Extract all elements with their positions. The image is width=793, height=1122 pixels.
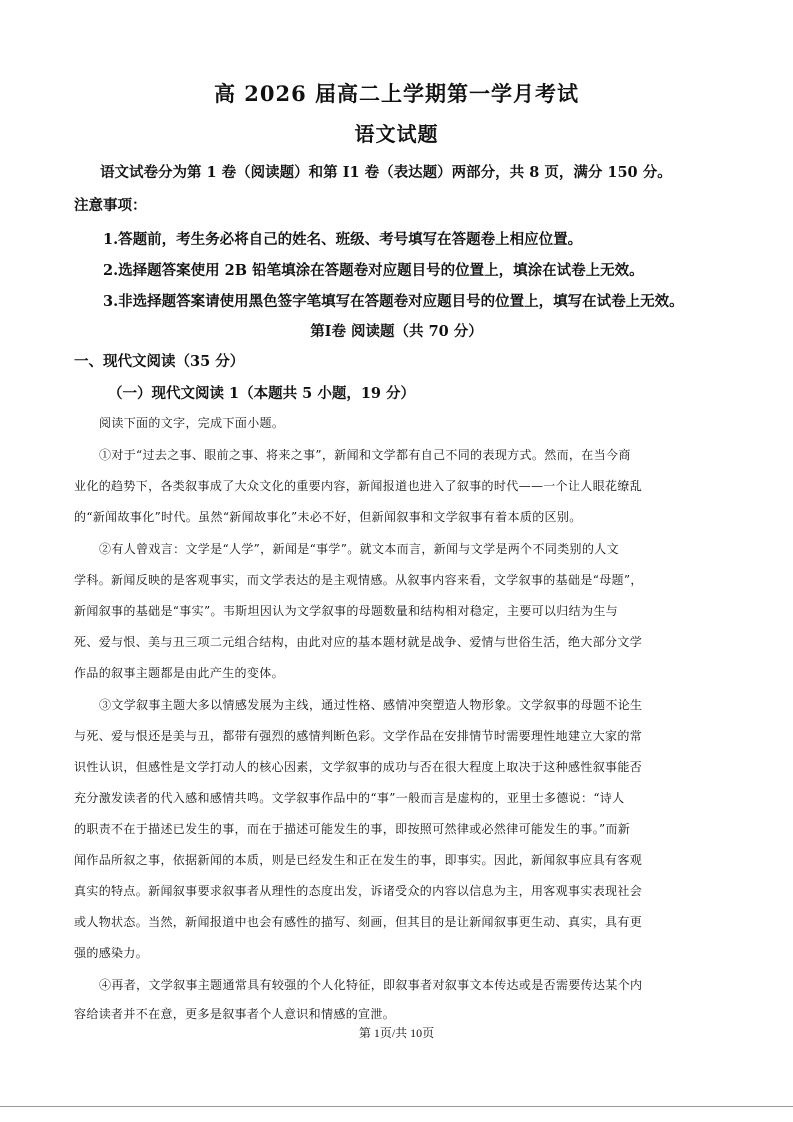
- passage-line: 作品的叙事主题都是由此产生的变体。: [74, 666, 284, 680]
- subject-title: 语文试题: [354, 122, 439, 146]
- part-heading: 第Ⅰ卷 阅读题（共 70 分）: [310, 323, 483, 340]
- notice-item-2: 2.选择题答案使用 2B 铅笔填涂在答题卷对应题目号的位置上，填涂在试卷上无效。: [103, 262, 644, 279]
- passage-line: ④再者，文学叙事主题通常具有较强的个人化特征，即叙事者对叙事文本传达或是否需要传达某个内: [99, 978, 643, 992]
- passage-line: ①对于“过去之事、眼前之事、将来之事”，新闻和文学都有自己不同的表现方式。然而，在当今商: [99, 448, 631, 462]
- passage-line: 充分激发读者的代入感和感情共鸣。文学叙事作品中的“事”一般而言是虚构的，亚里士多德说：“诗人: [74, 791, 625, 805]
- page-number: 第 1页/共 10页: [358, 1026, 435, 1040]
- passage-line: 强的感染力。: [74, 946, 149, 960]
- passage-line: 新闻叙事的基础是“事实”。韦斯坦因认为文学叙事的母题数量和结构相对稳定，主要可以归结为生与: [74, 604, 619, 618]
- notice-heading: 注意事项：: [74, 197, 147, 214]
- subsection-heading: （一）现代文阅读 1（本题共 5 小题，19 分）: [108, 385, 416, 402]
- reading-instruction: 阅读下面的文字，完成下面小题。: [99, 416, 285, 430]
- passage-line: 真实的特点。新闻叙事要求叙事者从理性的态度出发，诉诸受众的内容以信息为主，用客观事实表现社会: [74, 884, 643, 898]
- passage-line: 死、爱与恨、美与丑三项二元组合结构，由此对应的基本题材就是战争、爱情与世俗生活，绝大部分文学: [74, 635, 643, 649]
- passage-line: 的职责不在于描述已发生的事，而在于描述可能发生的事，即按照可然律或必然律可能发生的事。”而新: [74, 822, 631, 836]
- passage-line: 闻作品所叙之事，依据新闻的本质，则是已经发生和正在发生的事，即事实。因此，新闻叙事应具有客观: [74, 853, 643, 867]
- bottom-divider: [0, 1106, 793, 1107]
- notice-item-3: 3.非选择题答案请使用黑色签字笔填写在答题卷对应题目号的位置上，填写在试卷上无效。: [103, 293, 684, 310]
- passage-line: ②有人曾戏言：文学是“人学”，新闻是“事学”。就文本而言，新闻与文学是两个不同类别的人文: [99, 542, 619, 556]
- exam-title: 高 2026 届高二上学期第一学月考试: [213, 81, 580, 106]
- passage-line: 识性认识，但感性是文学打动人的核心因素，文学叙事的成功与否在很大程度上取决于这种感性叙事能否: [74, 760, 643, 774]
- passage-line: 容给读者并不在意，更多是叙事者个人意识和情感的宣泄。: [74, 1007, 396, 1021]
- passage-line: 与死、爱与恨还是美与丑，都带有强烈的感情判断色彩。文学作品在安排情节时需要理性地建立大家的常: [74, 729, 643, 743]
- passage-line: 学科。新闻反映的是客观事实，而文学表达的是主观情感。从叙事内容来看，文学叙事的基础是“母题”，: [74, 573, 643, 587]
- section-heading: 一、现代文阅读（35 分）: [74, 353, 245, 370]
- passage-line: 或人物状态。当然，新闻报道中也会有感性的描写、刻画，但其目的是让新闻叙事更生动、真实，具有更: [74, 915, 643, 929]
- intro-line: 语文试卷分为第 1 卷（阅读题）和第 I1 卷（表达题）两部分，共 8 页，满分 150 分。: [100, 164, 672, 181]
- notice-item-1: 1.答题前，考生务必将自己的姓名、班级、考号填写在答题卷上相应位置。: [103, 231, 583, 248]
- passage-line: 业化的趋势下，各类叙事成了大众文化的重要内容，新闻报道也进入了叙事的时代——一个让人眼花缭乱: [74, 479, 643, 493]
- passage-line: ③文学叙事主题大多以情感发展为主线，通过性格、感情冲突塑造人物形象。文学叙事的母题不论生: [99, 698, 643, 712]
- passage-line: 的“新闻故事化”时代。虽然“新闻故事化”未必不好，但新闻叙事和文学叙事有着本质的区别。: [74, 510, 582, 524]
